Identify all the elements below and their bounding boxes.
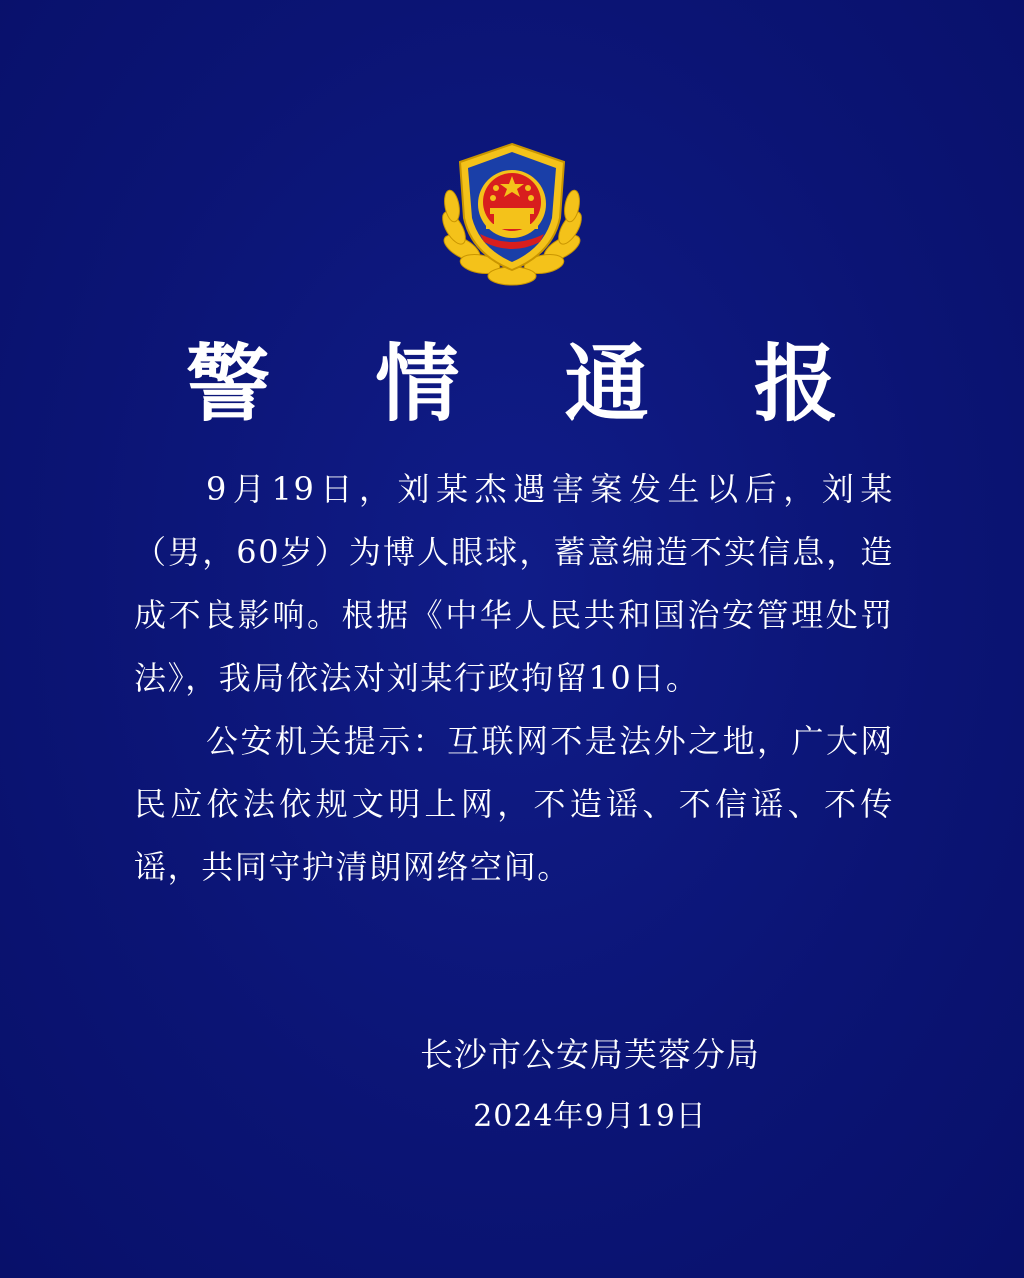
issuer-name: 长沙市公安局芙蓉分局 [420, 1035, 760, 1074]
issue-date: 2024年9月19日 [473, 1099, 707, 1134]
notice-body [134, 458, 894, 899]
notice-title: 警 情 通 报 [186, 335, 876, 433]
notice-paragraph: 公安机关提示：互联网不是法外之地，广大网民应依法依规文明上网，不造谣、不信谣、不传谣，共同守护清朗网络空间。 [134, 722, 894, 886]
police-emblem-icon [440, 138, 584, 288]
notice-paragraph: 9月19日，刘某杰遇害案发生以后，刘某（男，60岁）为博人眼球，蓄意编造不实信息，造成不良影响。根据《中华人民共和国治安管理处罚法》，我局依法对刘某行政拘留10日。 [134, 470, 894, 697]
